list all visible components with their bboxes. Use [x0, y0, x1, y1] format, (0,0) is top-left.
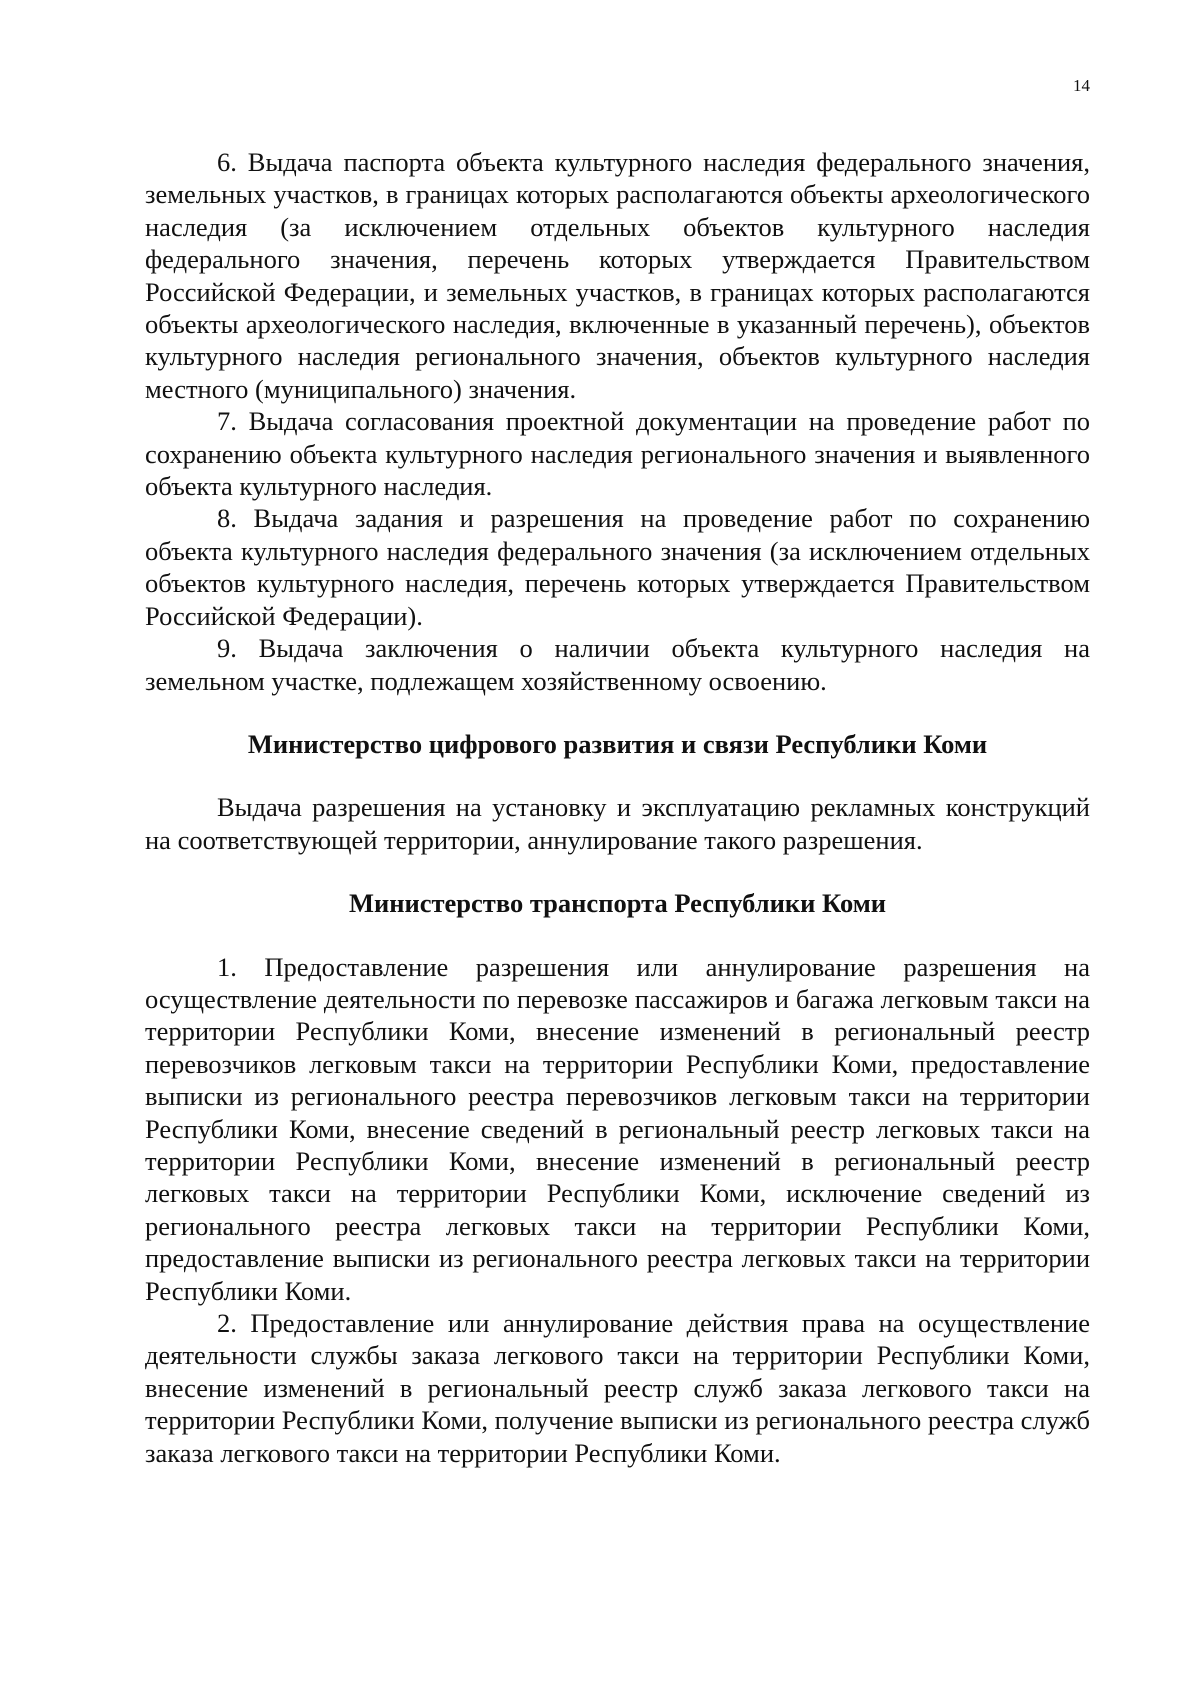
digital-item-1: Выдача разрешения на установку и эксплуатацию рекламных конструкций на соответствующей территории, аннулирование такого разрешения. [145, 792, 1090, 855]
digital-section [145, 728, 1090, 856]
page-content [145, 146, 1090, 1469]
digital-ministry-heading: Министерство цифрового развития и связи Республики Коми [247, 728, 988, 759]
transport-section [145, 887, 1090, 1469]
transport-item-2: 2. Предоставление или аннулирование действия права на осуществление деятельности службы заказа легкового такси на территории Республики Коми, внесение изменений в региональный реестр служб заказа легкового такси на территории Республики Коми, получение выписки из регионального реестра служб заказа легкового такси на территории Республики Коми. [145, 1308, 1090, 1468]
culture-item-9: 9. Выдача заключения о наличии объекта культурного наследия на земельном участке, подлежащем хозяйственному освоению. [145, 633, 1090, 696]
culture-item-8: 8. Выдача задания и разрешения на проведение работ по сохранению объекта культурного наследия федерального значения (за исключением отдельных объектов культурного наследия, перечень которых утверждается Правительством Российской Федерации). [145, 503, 1090, 631]
culture-item-7: 7. Выдача согласования проектной документации на проведение работ по сохранению объекта культурного наследия регионального значения и выявленного объекта культурного наследия. [145, 406, 1090, 502]
culture-item-6: 6. Выдача паспорта объекта культурного наследия федерального значения, земельных участков, в границах которых располагаются объекты археологического наследия (за исключением отдельных объектов культурного наследия федерального значения, перечень которых утверждается Правительством Российской Федерации, и земельных участков, в границах которых располагаются объекты археологического наследия, включенные в указанный перечень), объектов культурного наследия регионального значения, объектов культурного наследия местного (муниципального) значения. [145, 147, 1090, 404]
page-number: 14 [1073, 76, 1090, 95]
transport-ministry-heading: Министерство транспорта Республики Коми [348, 888, 887, 919]
transport-item-1: 1. Предоставление разрешения или аннулирование разрешения на осуществление деятельности по перевозке пассажиров и багажа легковым такси на территории Республики Коми, внесение изменений в региональный реестр перевозчиков легковым такси на территории Республики Коми, предоставление выписки из регионального реестра перевозчиков легковым такси на территории Республики Коми, внесение сведений в региональный реестр легковых такси на территории Республики Коми, внесение изменений в региональный реестр легковых такси на территории Республики Коми, исключение сведений из регионального реестра легковых такси на территории Республики Коми, предоставление выписки из регионального реестра легковых такси на территории Республики Коми. [145, 951, 1090, 1306]
culture-section [145, 146, 1090, 697]
